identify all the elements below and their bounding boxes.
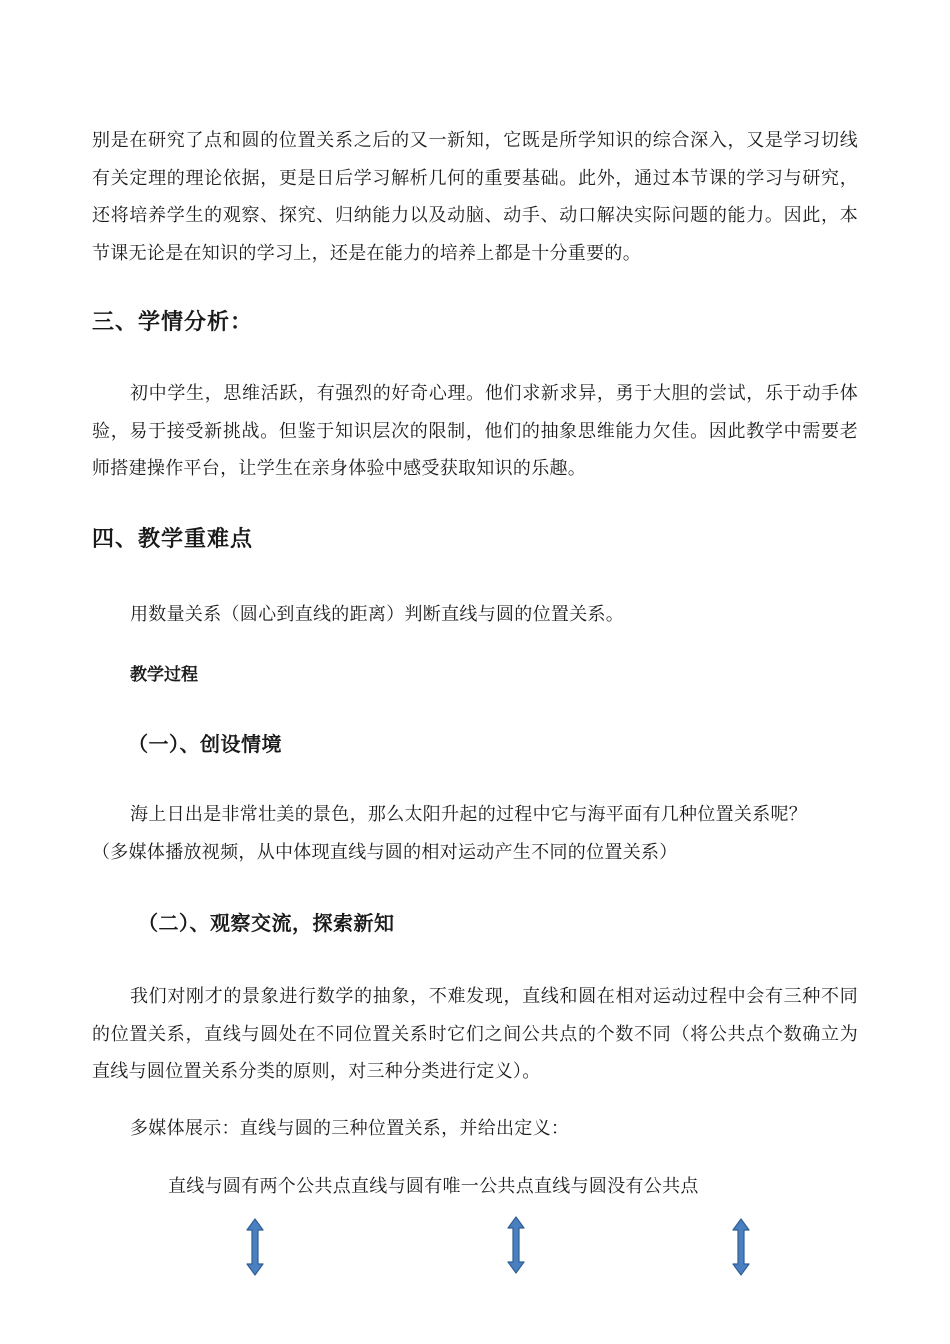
- paragraph-observe: 我们对刚才的景象进行数学的抽象，不难发现，直线和圆在相对运动过程中会有三种不同的位置关系，直线与圆处在不同位置关系时它们之间公共点的个数不同（将公共点个数确立为直线与圆位置关系分类的原则，对三种分类进行定义）。: [92, 986, 858, 1082]
- relations-line: 直线与圆有两个公共点直线与圆有唯一公共点直线与圆没有公共点: [168, 1176, 699, 1197]
- subheading-observe-explore: （二）、观察交流，探索新知: [138, 911, 395, 935]
- paragraph-key-points: 用数量关系（圆心到直线的距离）判断直线与圆的位置关系。: [130, 604, 625, 625]
- label-teaching-process: 教学过程: [130, 665, 198, 685]
- paragraph-student-analysis: 初中学生，思维活跃，有强烈的好奇心理。他们求新求异，勇于大胆的尝试，乐于动手体验，易于接受新挑战。但鉴于知识层次的限制，他们的抽象思维能力欠佳。因此教学中需要老师搭建操作平台，让学生在亲身体验中感受获取知识的乐趣。: [92, 383, 858, 479]
- double-arrow-icon: [246, 1218, 264, 1276]
- subheading-create-scene: （一）、创设情境: [128, 732, 282, 756]
- double-arrow-icon: [507, 1216, 525, 1274]
- heading-key-points: 四、教学重难点: [92, 526, 254, 552]
- paragraph-intro: 别是在研究了点和圆的位置关系之后的又一新知，它既是所学知识的综合深入，又是学习切线有关定理的理论依据，更是日后学习解析几何的重要基础。此外，通过本节课的学习与研究，还将培养学生的观察、探究、归纳能力以及动脑、动手、动口解决实际问题的能力。因此，本节课无论是在知识的学习上，还是在能力的培养上都是十分重要的。: [92, 130, 858, 264]
- heading-student-analysis: 三、学情分析：: [92, 309, 254, 335]
- paragraph-scene-line2: （多媒体播放视频，从中体现直线与圆的相对运动产生不同的位置关系）: [92, 842, 678, 863]
- paragraph-media-show: 多媒体展示：直线与圆的三种位置关系，并给出定义：: [130, 1118, 570, 1139]
- paragraph-scene-line1: 海上日出是非常壮美的景色，那么太阳升起的过程中它与海平面有几种位置关系呢？: [130, 804, 808, 825]
- double-arrow-icon: [732, 1218, 750, 1276]
